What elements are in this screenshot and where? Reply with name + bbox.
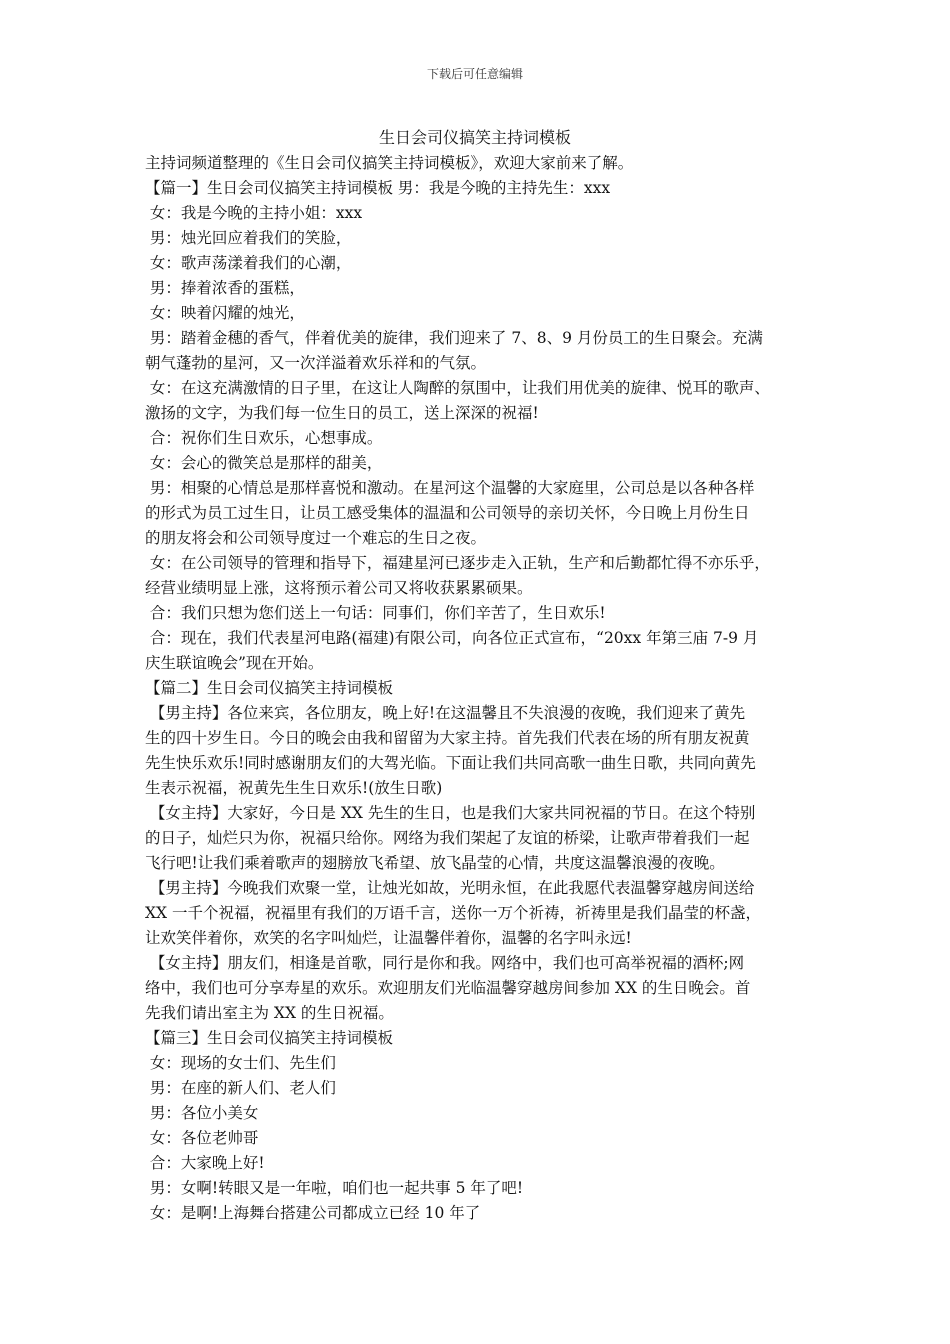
text-line: 男：各位小美女 [145, 1104, 259, 1122]
document-title: 生日会司仪搞笑主持词模板 [378, 128, 571, 147]
text-line: 主持词频道整理的《生日会司仪搞笑主持词模板》，欢迎大家前来了解。 [145, 154, 634, 172]
text-line: 男：捧着浓香的蛋糕， [145, 279, 305, 297]
text-line: 合：我们只想为您们送上一句话：同事们，你们辛苦了，生日欢乐! [145, 604, 606, 622]
text-line: 女：会心的微笑总是那样的甜美， [145, 454, 383, 472]
text-line: 的形式为员工过生日，让员工感受集体的温温和公司领导的亲切关怀，今日晚上月份生日 [145, 504, 750, 522]
text-line: 朝气蓬勃的星河，又一次洋溢着欢乐祥和的气氛。 [145, 354, 487, 372]
text-line: 【女主持】大家好，今日是 XX 先生的生日，也是我们大家共同祝福的节日。在这个特别 [145, 804, 756, 822]
text-line: 男：在座的新人们、老人们 [145, 1079, 336, 1097]
text-line: 经营业绩明显上涨，这将预示着公司又将收获累累硕果。 [145, 579, 533, 597]
text-line: 的朋友将会和公司领导度过一个难忘的生日之夜。 [145, 529, 487, 547]
text-line: 【篇二】生日会司仪搞笑主持词模板 [145, 679, 394, 697]
text-line: 男：踏着金穗的香气，伴着优美的旋律，我们迎来了 7、8、9 月份员工的生日聚会。充满 [145, 329, 763, 347]
text-line: 女：映着闪耀的烛光， [145, 304, 305, 322]
header-note: 下载后可任意编辑 [426, 67, 523, 81]
text-line: 女：各位老帅哥 [145, 1129, 259, 1147]
text-line: 【篇一】生日会司仪搞笑主持词模板 男：我是今晚的主持先生：xxx [145, 179, 611, 197]
text-line: 【男主持】今晚我们欢聚一堂，让烛光如故，光明永恒，在此我愿代表温馨穿越房间送给 [145, 879, 755, 897]
text-line: 庆生联谊晚会”现在开始。 [145, 654, 324, 672]
text-line: 合：现在，我们代表星河电路(福建)有限公司，向各位正式宣布，“20xx 年第三庙 7-9 月 [145, 629, 759, 647]
text-line: 让欢笑伴着你，欢笑的名字叫灿烂，让温馨伴着你，温馨的名字叫永远! [145, 929, 632, 947]
text-line: 男：女啊!转眼又是一年啦，咱们也一起共事 5 年了吧! [145, 1179, 524, 1197]
text-line: 女：在公司领导的管理和指导下，福建星河已逐步走入正轨，生产和后勤都忙得不亦乐乎， [145, 554, 770, 572]
text-line: 合：大家晚上好! [145, 1154, 265, 1172]
text-line: 生的四十岁生日。今日的晚会由我和留留为大家主持。首先我们代表在场的所有朋友祝黄 [145, 729, 750, 747]
text-line: XX 一千个祝福，祝福里有我们的万语千言，送你一万个祈祷，祈祷里是我们晶莹的杯盏， [145, 904, 761, 922]
text-line: 生表示祝福，祝黄先生生日欢乐!(放生日歌) [145, 779, 443, 797]
text-line: 女：在这充满激情的日子里，在这让人陶醉的氛围中，让我们用优美的旋律、悦耳的歌声、 [145, 379, 770, 397]
text-line: 【男主持】各位来宾，各位朋友，晚上好!在这温馨且不失浪漫的夜晚，我们迎来了黄先 [145, 704, 746, 722]
text-line: 激扬的文字，为我们每一位生日的员工，送上深深的祝福! [145, 404, 539, 422]
text-line: 先生快乐欢乐!同时感谢朋友们的大驾光临。下面让我们共同高歌一曲生日歌，共同向黄先 [145, 754, 756, 772]
text-line: 女：是啊!上海舞台搭建公司都成立已经 10 年了 [145, 1204, 481, 1222]
text-line: 合：祝你们生日欢乐，心想事成。 [145, 429, 383, 447]
text-line: 男：相聚的心情总是那样喜悦和激动。在星河这个温馨的大家庭里，公司总是以各种各样 [145, 479, 755, 497]
text-line: 先我们请出室主为 XX 的生日祝福。 [145, 1004, 394, 1022]
text-line: 络中，我们也可分享寿星的欢乐。欢迎朋友们光临温馨穿越房间参加 XX 的生日晚会。首 [145, 979, 751, 997]
text-line: 飞行吧!让我们乘着歌声的翅膀放飞希望、放飞晶莹的心情，共度这温馨浪漫的夜晚。 [145, 854, 725, 872]
text-line: 【女主持】朋友们，相逢是首歌，同行是你和我。网络中，我们也可高举祝福的酒杯;网 [145, 954, 745, 972]
text-line: 【篇三】生日会司仪搞笑主持词模板 [145, 1029, 394, 1047]
text-line: 的日子，灿烂只为你，祝福只给你。网络为我们架起了友谊的桥梁，让歌声带着我们一起 [145, 829, 750, 847]
text-line: 女：歌声荡漾着我们的心潮， [145, 254, 352, 272]
text-line: 女：现场的女士们、先生们 [145, 1054, 336, 1072]
text-line: 男：烛光回应着我们的笑脸， [145, 229, 352, 247]
document-body [145, 151, 813, 1226]
text-line: 女：我是今晚的主持小姐：xxx [145, 204, 363, 222]
